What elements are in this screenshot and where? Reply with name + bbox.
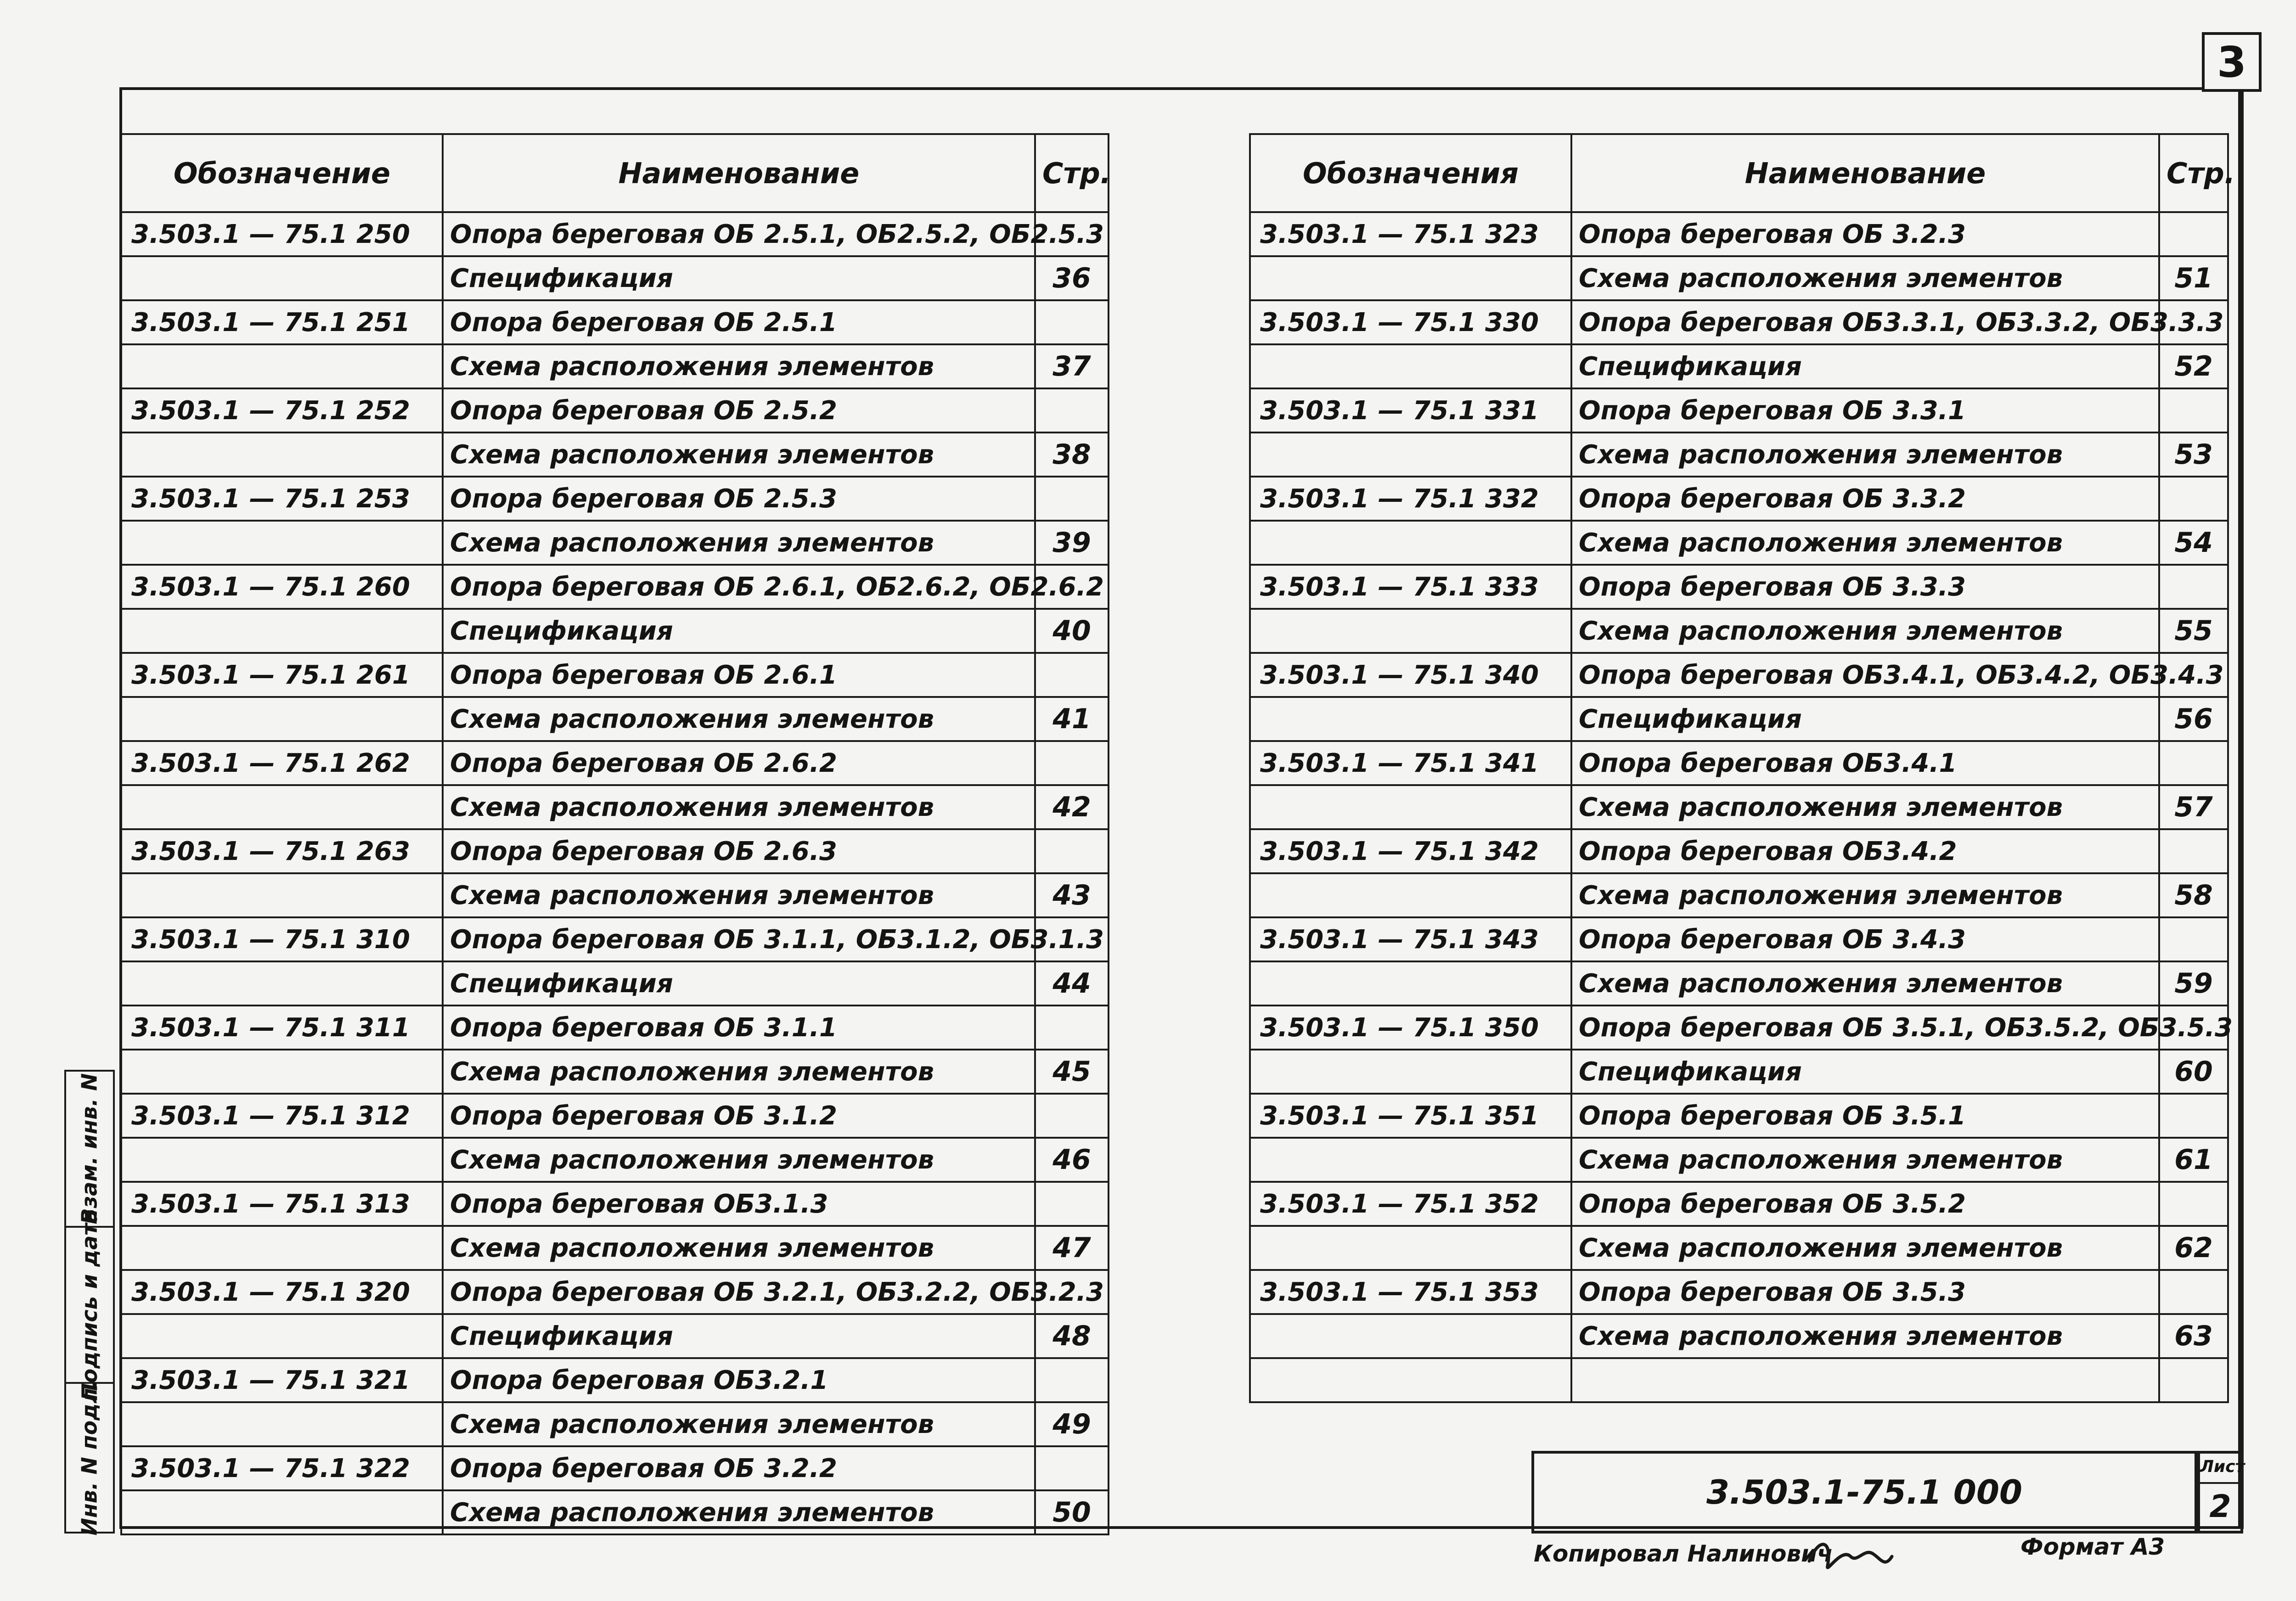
table-row xyxy=(121,1446,1109,1490)
cell-name: Спецификация xyxy=(443,609,1035,653)
table-row xyxy=(121,433,1109,477)
stamp-cell-signature xyxy=(66,1209,113,1401)
cell-page xyxy=(1035,829,1109,873)
cell-name: Схема расположения элементов xyxy=(443,785,1035,829)
copied-by: Копировал Налинович xyxy=(1534,1540,1833,1567)
cell-designation xyxy=(121,1314,443,1358)
cell-designation: 3.503.1 — 75.1 263 xyxy=(121,829,443,873)
cell-name: Опора береговая ОБ 3.5.3 xyxy=(1571,1270,2159,1314)
table-row xyxy=(121,1006,1109,1050)
cell-name: Схема расположения элементов xyxy=(1571,256,2159,300)
cell-name: Схема расположения элементов xyxy=(443,433,1035,477)
cell-designation: 3.503.1 — 75.1 330 xyxy=(1250,300,1571,344)
table-row xyxy=(1250,1358,2228,1402)
table-row xyxy=(121,785,1109,829)
cell-designation: 3.503.1 — 75.1 313 xyxy=(121,1182,443,1226)
stamp-label: Инв. N подл. xyxy=(77,1380,102,1536)
stamp-cell-inv-replace xyxy=(66,1072,113,1228)
cell-name: Схема расположения элементов xyxy=(443,1490,1035,1534)
cell-page xyxy=(1035,300,1109,344)
cell-page: 42 xyxy=(1035,785,1109,829)
cell-designation: 3.503.1 — 75.1 342 xyxy=(1250,829,1571,873)
cell-page xyxy=(2159,477,2228,521)
cell-designation xyxy=(121,1402,443,1446)
table-row xyxy=(121,1050,1109,1094)
cell-designation xyxy=(1250,785,1571,829)
table-row xyxy=(1250,785,2228,829)
table-row xyxy=(121,256,1109,300)
cell-name: Спецификация xyxy=(1571,697,2159,741)
cell-designation xyxy=(1250,1050,1571,1094)
table-row xyxy=(1250,433,2228,477)
cell-name: Схема расположения элементов xyxy=(1571,873,2159,917)
cell-designation xyxy=(121,521,443,565)
table-row xyxy=(121,1490,1109,1534)
cell-page xyxy=(2159,1270,2228,1314)
contents-table-left xyxy=(120,133,1109,1535)
cell-page: 62 xyxy=(2159,1226,2228,1270)
cell-name: Опора береговая ОБ 3.1.1 xyxy=(443,1006,1035,1050)
cell-page xyxy=(2159,1182,2228,1226)
cell-name: Опора береговая ОБ 2.6.1, ОБ2.6.2, ОБ2.6.2 xyxy=(443,565,1035,609)
table-row xyxy=(121,344,1109,388)
cell-name: Опора береговая ОБ 3.5.1 xyxy=(1571,1094,2159,1138)
cell-name: Опора береговая ОБ3.1.3 xyxy=(443,1182,1035,1226)
table-row xyxy=(1250,741,2228,785)
cell-name: Схема расположения элементов xyxy=(443,1050,1035,1094)
cell-name: Опора береговая ОБ 2.5.1, ОБ2.5.2, ОБ2.5.3 xyxy=(443,212,1035,256)
cell-page xyxy=(2159,741,2228,785)
cell-designation xyxy=(1250,697,1571,741)
table-row xyxy=(121,741,1109,785)
table-row xyxy=(1250,1314,2228,1358)
cell-page xyxy=(1035,1182,1109,1226)
table-row xyxy=(121,1094,1109,1138)
table-row xyxy=(121,873,1109,917)
cell-designation: 3.503.1 — 75.1 311 xyxy=(121,1006,443,1050)
cell-designation: 3.503.1 — 75.1 340 xyxy=(1250,653,1571,697)
table-row xyxy=(1250,873,2228,917)
cell-name: Схема расположения элементов xyxy=(1571,433,2159,477)
cell-name: Опора береговая ОБ 3.4.3 xyxy=(1571,917,2159,961)
cell-name: Спецификация xyxy=(1571,1050,2159,1094)
cell-page xyxy=(2159,565,2228,609)
table-row xyxy=(1250,256,2228,300)
table-row xyxy=(121,609,1109,653)
cell-designation xyxy=(121,1490,443,1534)
cell-designation xyxy=(121,256,443,300)
table-row xyxy=(121,1226,1109,1270)
cell-name: Спецификация xyxy=(1571,344,2159,388)
cell-page: 53 xyxy=(2159,433,2228,477)
cell-designation: 3.503.1 — 75.1 322 xyxy=(121,1446,443,1490)
table-row xyxy=(1250,212,2228,256)
stamp-label: Подпись и дата xyxy=(77,1209,102,1401)
cell-page: 54 xyxy=(2159,521,2228,565)
table-row xyxy=(1250,1182,2228,1226)
cell-page: 59 xyxy=(2159,961,2228,1006)
cell-name: Опора береговая ОБ 2.5.3 xyxy=(443,477,1035,521)
table-row xyxy=(1250,344,2228,388)
table-row xyxy=(121,1402,1109,1446)
table-row xyxy=(121,697,1109,741)
cell-page: 47 xyxy=(1035,1226,1109,1270)
frame-right-edge xyxy=(2241,87,2244,1529)
table-row xyxy=(1250,300,2228,344)
page-number: 3 xyxy=(2202,32,2262,92)
cell-page: 38 xyxy=(1035,433,1109,477)
cell-name: Опора береговая ОБ 2.6.1 xyxy=(443,653,1035,697)
cell-page xyxy=(1035,1006,1109,1050)
cell-designation xyxy=(121,961,443,1006)
cell-name: Опора береговая ОБ 3.5.1, ОБ3.5.2, ОБ3.5.3 xyxy=(1571,1006,2159,1050)
cell-name: Схема расположения элементов xyxy=(1571,609,2159,653)
cell-page xyxy=(1035,653,1109,697)
cell-designation: 3.503.1 — 75.1 352 xyxy=(1250,1182,1571,1226)
table-row xyxy=(121,477,1109,521)
sheet-label: Лист xyxy=(2200,1454,2240,1484)
cell-name: Схема расположения элементов xyxy=(443,697,1035,741)
cell-designation: 3.503.1 — 75.1 251 xyxy=(121,300,443,344)
cell-designation: 3.503.1 — 75.1 351 xyxy=(1250,1094,1571,1138)
cell-name: Опора береговая ОБ3.4.1 xyxy=(1571,741,2159,785)
table-row xyxy=(121,1358,1109,1402)
cell-page: 43 xyxy=(1035,873,1109,917)
cell-designation: 3.503.1 — 75.1 343 xyxy=(1250,917,1571,961)
cell-page xyxy=(2159,829,2228,873)
table-row xyxy=(1250,697,2228,741)
cell-designation: 3.503.1 — 75.1 262 xyxy=(121,741,443,785)
cell-designation xyxy=(121,609,443,653)
cell-designation: 3.503.1 — 75.1 341 xyxy=(1250,741,1571,785)
cell-page xyxy=(1035,388,1109,433)
cell-name: Схема расположения элементов xyxy=(443,1226,1035,1270)
cell-name: Спецификация xyxy=(443,256,1035,300)
header-name: Наименование xyxy=(443,134,1035,212)
table-row xyxy=(1250,1270,2228,1314)
cell-designation xyxy=(1250,609,1571,653)
cell-name: Опора береговая ОБ 3.3.1 xyxy=(1571,388,2159,433)
signature-mark xyxy=(1800,1529,1901,1584)
table-header-row xyxy=(121,134,1109,212)
cell-designation xyxy=(1250,1314,1571,1358)
cell-page: 44 xyxy=(1035,961,1109,1006)
cell-name: Схема расположения элементов xyxy=(443,1402,1035,1446)
table-row xyxy=(121,1270,1109,1314)
cell-name: Спецификация xyxy=(443,961,1035,1006)
cell-page: 51 xyxy=(2159,256,2228,300)
table-row xyxy=(121,300,1109,344)
cell-designation xyxy=(1250,521,1571,565)
table-row xyxy=(121,829,1109,873)
table-row xyxy=(1250,1226,2228,1270)
cell-designation: 3.503.1 — 75.1 332 xyxy=(1250,477,1571,521)
cell-name: Схема расположения элементов xyxy=(443,521,1035,565)
cell-page: 63 xyxy=(2159,1314,2228,1358)
cell-designation xyxy=(1250,961,1571,1006)
table-row xyxy=(121,565,1109,609)
sheet-value: 2 xyxy=(2209,1489,2231,1525)
table-row xyxy=(1250,1094,2228,1138)
cell-page: 61 xyxy=(2159,1138,2228,1182)
cell-page xyxy=(1035,1446,1109,1490)
title-block-designation: 3.503.1-75.1 000 xyxy=(1531,1451,2197,1534)
cell-designation xyxy=(1250,433,1571,477)
cell-page xyxy=(1035,741,1109,785)
cell-page: 39 xyxy=(1035,521,1109,565)
cell-name: Опора береговая ОБ 3.3.2 xyxy=(1571,477,2159,521)
cell-name: Опора береговая ОБ 3.2.2 xyxy=(443,1446,1035,1490)
cell-page xyxy=(1035,477,1109,521)
cell-name: Опора береговая ОБ 2.5.1 xyxy=(443,300,1035,344)
cell-name: Опора береговая ОБ 3.1.1, ОБ3.1.2, ОБ3.1.3 xyxy=(443,917,1035,961)
table-row xyxy=(1250,653,2228,697)
cell-designation: 3.503.1 — 75.1 321 xyxy=(121,1358,443,1402)
cell-page: 52 xyxy=(2159,344,2228,388)
table-row xyxy=(121,1314,1109,1358)
table-row xyxy=(1250,388,2228,433)
cell-name: Опора береговая ОБ 3.5.2 xyxy=(1571,1182,2159,1226)
table-row xyxy=(121,212,1109,256)
cell-name: Опора береговая ОБ 3.1.2 xyxy=(443,1094,1035,1138)
cell-designation: 3.503.1 — 75.1 353 xyxy=(1250,1270,1571,1314)
cell-page xyxy=(2159,917,2228,961)
cell-page: 48 xyxy=(1035,1314,1109,1358)
cell-designation xyxy=(1250,1226,1571,1270)
table-row xyxy=(121,521,1109,565)
cell-designation: 3.503.1 — 75.1 250 xyxy=(121,212,443,256)
table-row xyxy=(1250,961,2228,1006)
cell-page: 56 xyxy=(2159,697,2228,741)
cell-page xyxy=(1035,1358,1109,1402)
table-row xyxy=(121,653,1109,697)
cell-name: Опора береговая ОБ 3.3.3 xyxy=(1571,565,2159,609)
cell-name: Опора береговая ОБ3.2.1 xyxy=(443,1358,1035,1402)
cell-designation xyxy=(1250,1358,1571,1402)
cell-name: Опора береговая ОБ 2.6.2 xyxy=(443,741,1035,785)
cell-name: Схема расположения элементов xyxy=(1571,521,2159,565)
cell-name xyxy=(1571,1358,2159,1402)
cell-designation xyxy=(121,697,443,741)
cell-name: Опора береговая ОБ 3.2.3 xyxy=(1571,212,2159,256)
table-row xyxy=(121,917,1109,961)
cell-designation: 3.503.1 — 75.1 252 xyxy=(121,388,443,433)
table-row xyxy=(1250,1050,2228,1094)
cell-name: Схема расположения элементов xyxy=(1571,1226,2159,1270)
cell-designation xyxy=(121,1050,443,1094)
cell-name: Опора береговая ОБ 3.2.1, ОБ3.2.2, ОБ3.2.3 xyxy=(443,1270,1035,1314)
format-label: Формат А3 xyxy=(2020,1534,2165,1560)
table-row xyxy=(121,1138,1109,1182)
header-designation: Обозначения xyxy=(1250,134,1571,212)
table-row xyxy=(1250,829,2228,873)
cell-name: Схема расположения элементов xyxy=(1571,1314,2159,1358)
cell-designation: 3.503.1 — 75.1 310 xyxy=(121,917,443,961)
table-row xyxy=(1250,917,2228,961)
table-row xyxy=(1250,565,2228,609)
header-page: Стр. xyxy=(2159,134,2228,212)
cell-designation xyxy=(121,785,443,829)
cell-designation: 3.503.1 — 75.1 333 xyxy=(1250,565,1571,609)
cell-page: 46 xyxy=(1035,1138,1109,1182)
table-row xyxy=(121,1182,1109,1226)
cell-name: Опора береговая ОБ3.4.1, ОБ3.4.2, ОБ3.4.3 xyxy=(1571,653,2159,697)
cell-page: 60 xyxy=(2159,1050,2228,1094)
cell-page: 40 xyxy=(1035,609,1109,653)
cell-page xyxy=(2159,1094,2228,1138)
cell-page: 58 xyxy=(2159,873,2228,917)
cell-designation: 3.503.1 — 75.1 260 xyxy=(121,565,443,609)
cell-name: Опора береговая ОБ3.3.1, ОБ3.3.2, ОБ3.3.3 xyxy=(1571,300,2159,344)
cell-designation xyxy=(121,1138,443,1182)
contents-table-right xyxy=(1249,133,2235,1403)
cell-designation xyxy=(121,1226,443,1270)
table-row xyxy=(121,388,1109,433)
cell-designation xyxy=(121,873,443,917)
cell-designation xyxy=(1250,873,1571,917)
cell-name: Опора береговая ОБ 2.5.2 xyxy=(443,388,1035,433)
cell-designation: 3.503.1 — 75.1 323 xyxy=(1250,212,1571,256)
stamp-label: Взам. инв. N xyxy=(77,1073,102,1225)
header-designation: Обозначение xyxy=(121,134,443,212)
cell-designation xyxy=(121,433,443,477)
cell-designation: 3.503.1 — 75.1 253 xyxy=(121,477,443,521)
cell-designation xyxy=(121,344,443,388)
cell-page xyxy=(1035,1094,1109,1138)
cell-designation: 3.503.1 — 75.1 331 xyxy=(1250,388,1571,433)
cell-page xyxy=(2159,1358,2228,1402)
cell-page: 36 xyxy=(1035,256,1109,300)
cell-name: Схема расположения элементов xyxy=(443,1138,1035,1182)
cell-page: 55 xyxy=(2159,609,2228,653)
table-header-row xyxy=(1250,134,2228,212)
cell-name: Схема расположения элементов xyxy=(443,344,1035,388)
table-row xyxy=(121,961,1109,1006)
cell-designation: 3.503.1 — 75.1 312 xyxy=(121,1094,443,1138)
cell-page: 50 xyxy=(1035,1490,1109,1534)
cell-name: Схема расположения элементов xyxy=(1571,785,2159,829)
header-name: Наименование xyxy=(1571,134,2159,212)
cell-name: Опора береговая ОБ 2.6.3 xyxy=(443,829,1035,873)
table-row xyxy=(1250,477,2228,521)
stamp-cell-inv-original xyxy=(66,1380,113,1536)
cell-name: Спецификация xyxy=(443,1314,1035,1358)
table-row xyxy=(1250,521,2228,565)
cell-page: 41 xyxy=(1035,697,1109,741)
cell-page: 57 xyxy=(2159,785,2228,829)
stamp-column xyxy=(64,1070,115,1534)
cell-designation: 3.503.1 — 75.1 261 xyxy=(121,653,443,697)
cell-designation: 3.503.1 — 75.1 320 xyxy=(121,1270,443,1314)
header-page: Стр. xyxy=(1035,134,1109,212)
table-row xyxy=(1250,1006,2228,1050)
cell-name: Опора береговая ОБ3.4.2 xyxy=(1571,829,2159,873)
cell-name: Схема расположения элементов xyxy=(1571,961,2159,1006)
cell-page: 49 xyxy=(1035,1402,1109,1446)
cell-name: Схема расположения элементов xyxy=(443,873,1035,917)
cell-designation: 3.503.1 — 75.1 350 xyxy=(1250,1006,1571,1050)
table-row xyxy=(1250,609,2228,653)
cell-page: 37 xyxy=(1035,344,1109,388)
cell-page xyxy=(2159,212,2228,256)
sheet-number-box xyxy=(2197,1451,2243,1534)
cell-designation xyxy=(1250,344,1571,388)
table-row xyxy=(1250,1138,2228,1182)
cell-page xyxy=(2159,388,2228,433)
cell-designation xyxy=(1250,1138,1571,1182)
cell-name: Схема расположения элементов xyxy=(1571,1138,2159,1182)
cell-designation xyxy=(1250,256,1571,300)
cell-page: 45 xyxy=(1035,1050,1109,1094)
